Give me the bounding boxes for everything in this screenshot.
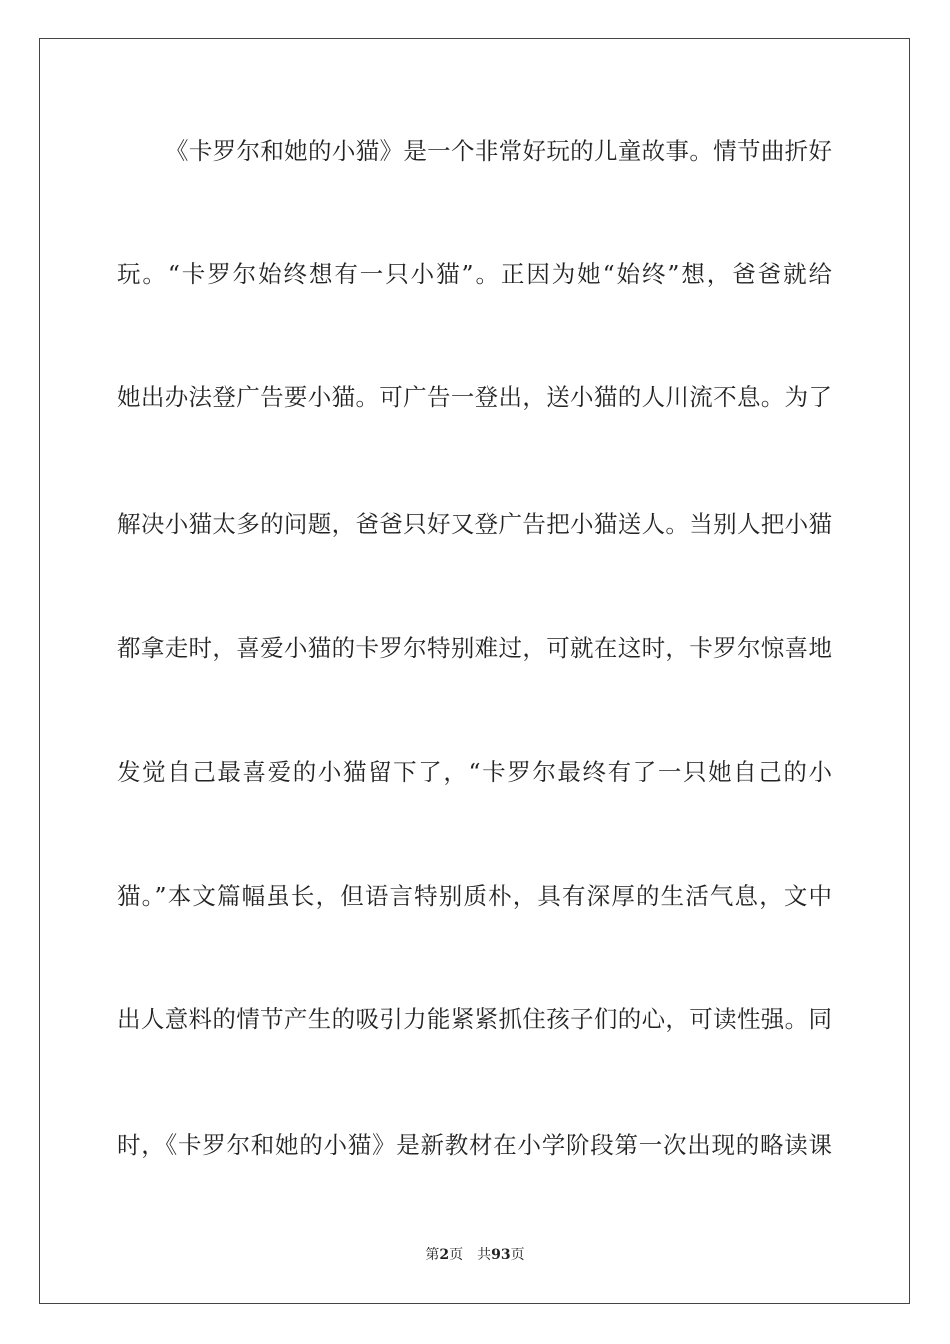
footer-page-suffix: 页 — [449, 1247, 464, 1263]
text-line-2: 玩。“卡罗尔始终想有一只小猫”。正因为她“始终”想，爸爸就给 — [117, 260, 832, 288]
footer-page-prefix: 第 — [425, 1247, 440, 1263]
text-line-8: 出人意料的情节产生的吸引力能紧紧抓住孩子们的心，可读性强。同 — [117, 1005, 832, 1033]
text-line-1: 《卡罗尔和她的小猫》是一个非常好玩的儿童故事。情节曲折好 — [165, 137, 832, 165]
text-line-4: 解决小猫太多的问题，爸爸只好又登广告把小猫送人。当别人把小猫 — [117, 510, 832, 538]
text-line-5: 都拿走时，喜爱小猫的卡罗尔特别难过，可就在这时，卡罗尔惊喜地 — [117, 634, 832, 662]
footer-total-pages: 93 — [491, 1247, 511, 1263]
footer-total-suffix: 页 — [510, 1247, 525, 1263]
text-line-6: 发觉自己最喜爱的小猫留下了，“卡罗尔最终有了一只她自己的小 — [117, 758, 832, 786]
text-line-3: 她出办法登广告要小猫。可广告一登出，送小猫的人川流不息。为了 — [117, 383, 832, 411]
footer-total-prefix: 共 — [477, 1247, 492, 1263]
footer-page-number: 2 — [439, 1247, 450, 1263]
text-line-7: 猫。”本文篇幅虽长，但语言特别质朴，具有深厚的生活气息，文中 — [117, 882, 832, 910]
page-footer — [0, 1245, 950, 1265]
text-line-9: 时，《卡罗尔和她的小猫》是新教材在小学阶段第一次出现的略读课 — [117, 1131, 832, 1159]
